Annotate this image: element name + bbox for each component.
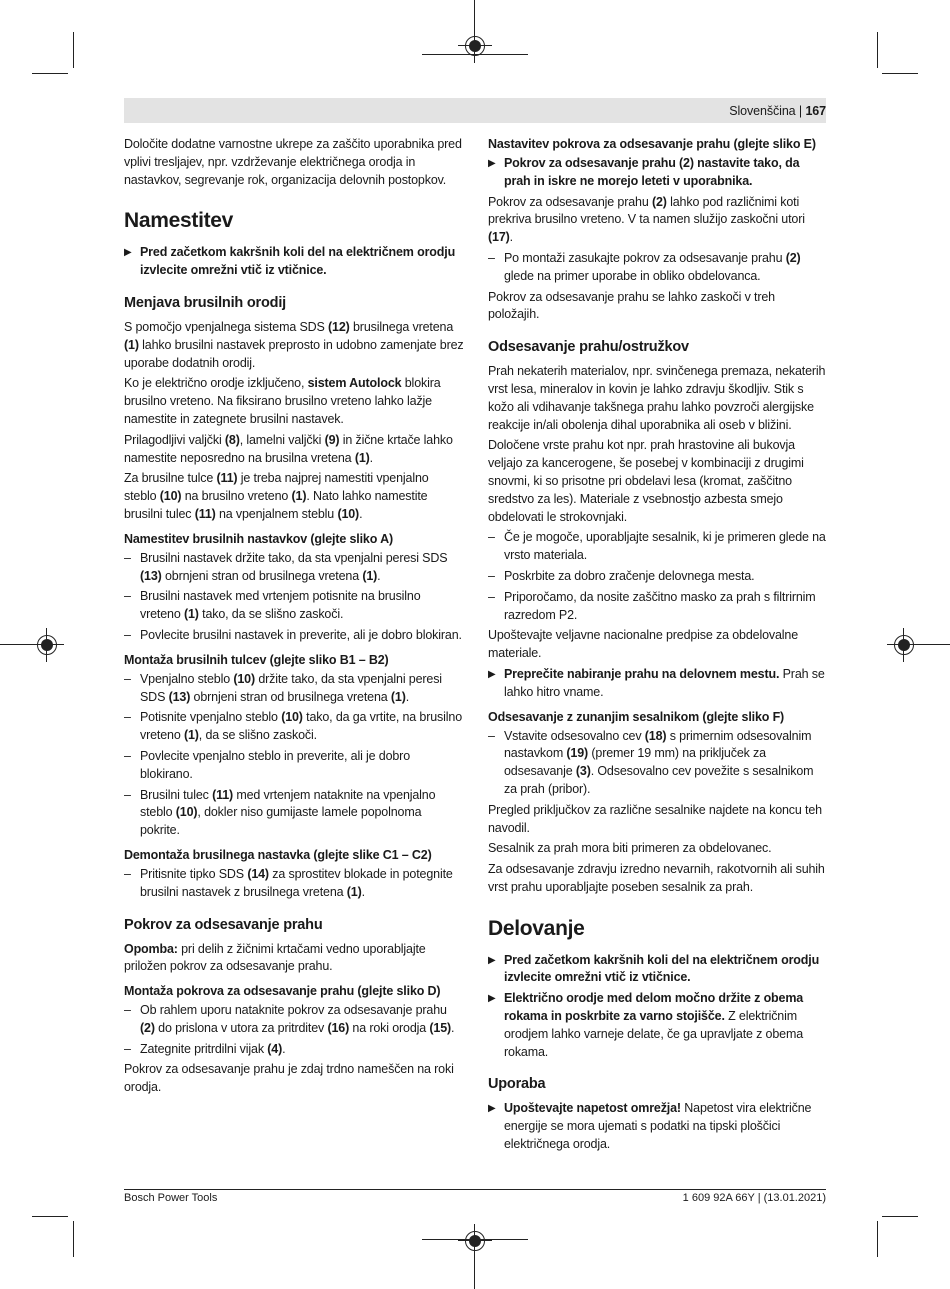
paragraph: Določene vrste prahu kot npr. prah hrastovine ali bukovja veljajo za kancerogene, še posebej v kombinaciji z drugimi snovmi, ki so prisotne pri obdelavi lesa (kromat, zaščitno sredstvo za les). Materiale z vsebnostjo azbesta smejo obdelovati le strokovnjaki. xyxy=(488,438,804,524)
crop-mark xyxy=(73,1221,74,1257)
crop-mark xyxy=(474,1255,475,1289)
arrow-right-icon: ▶ xyxy=(124,247,132,259)
section-heading-delovanje: Delovanje xyxy=(488,916,585,940)
paragraph: Za brusilne tulce (11) je treba najprej namestiti vpenjalno steblo (10) na brusilno vreteno (1). Nato lahko namestite brusilni tulec (11) na vpenjalnem steblu (10). xyxy=(124,471,429,521)
warning-item: ▶ Električno orodje med delom močno držite z obema rokama in poskrbite za varno stojišče. Z električnim orodjem lahko varneje delate, če ga upravljate z obema rokama. xyxy=(488,991,804,1059)
arrow-right-icon: ▶ xyxy=(488,993,496,1005)
registration-mark-icon xyxy=(894,635,914,655)
warning-item: ▶ Upoštevajte napetost omrežja! Napetost vira električne energije se mora ujemati s podatki na tipski ploščici električnega orodja. xyxy=(488,1101,812,1152)
procedure-heading: Montaža pokrova za odsesavanje prahu (glejte sliko D) xyxy=(124,984,441,999)
paragraph: Za odsesavanje zdravju izredno nevarnih, rakotvornih ali suhih vrst prahu uporabljajte poseben sesalnik za prah. xyxy=(488,862,825,894)
crop-mark xyxy=(877,32,878,68)
arrow-right-icon: ▶ xyxy=(488,158,496,169)
paragraph: Pokrov za odsesavanje prahu je zdaj trdno nameščen na roki orodja. xyxy=(124,1062,454,1095)
registration-mark-icon xyxy=(465,1231,485,1251)
procedure-heading: Montaža brusilnih tulcev (glejte sliko B1 – B2) xyxy=(124,652,389,667)
arrow-right-icon: ▶ xyxy=(488,1103,496,1115)
list-item: – Ob rahlem uporu nataknite pokrov za odsesavanje prahu (2) do prislona v utora za pritrditev (16) na roki orodja (15). xyxy=(124,1003,455,1035)
paragraph: Prah nekaterih materialov, npr. svinčenega premaza, nekaterih vrst lesa, mineralov in kovin je lahko zdravju škodljiv. Stik s kožo ali vdihavanje takšnega prahu lahko povzroči alergijske reakcije in/ali obolenja dihal uporabnika ali oseb v bližini. xyxy=(488,364,826,432)
registration-mark-icon xyxy=(37,635,57,655)
procedure-heading: Nastavitev pokrova za odsesavanje prahu (glejte sliko E) xyxy=(488,137,816,151)
paragraph: Ko je električno orodje izključeno, sistem Autolock blokira brusilno vreteno. Na fiksirano brusilno vreteno lahko lažje namestite in zategnete brusilni nastavek. xyxy=(124,376,441,426)
list-item: – Brusilni nastavek med vrtenjem potisnite na brusilno vreteno (1) tako, da se slišno zaskoči. xyxy=(124,589,421,622)
list-item: – Povlecite vpenjalno steblo in preverite, ali je dobro blokirano. xyxy=(124,748,410,781)
subsection-heading-pokrov: Pokrov za odsesavanje prahu xyxy=(124,916,323,933)
list-item: – Povlecite brusilni nastavek in preverite, ali je dobro blokiran. xyxy=(124,627,462,642)
footer-brand: Bosch Power Tools xyxy=(124,1192,218,1204)
paragraph: Upoštevajte veljavne nacionalne predpise za obdelovalne materiale. xyxy=(488,628,799,661)
list-item: – Brusilni tulec (11) med vrtenjem nataknite na vpenjalno steblo (10), dokler niso gumijaste lamele popolnoma pokrite. xyxy=(124,787,436,838)
procedure-heading: Demontaža brusilnega nastavka (glejte slike C1 – C2) xyxy=(124,847,432,862)
crop-mark xyxy=(32,1216,68,1217)
crop-mark xyxy=(920,644,950,645)
warning-item: ▶ Pred začetkom kakršnih koli del na električnem orodju izvlecite omrežni vtič iz vtičnice. xyxy=(488,952,820,985)
footer-rule xyxy=(124,1189,826,1190)
footer-doc-code: 1 609 92A 66Y | (13.01.2021) xyxy=(682,1192,826,1204)
crop-mark xyxy=(882,1216,918,1217)
list-item: – Vpenjalno steblo (10) držite tako, da sta vpenjalni peresi SDS (13) obrnjeni stran od brusilnega vretena (1). xyxy=(124,671,442,704)
paragraph: Pregled priključkov za različne sesalnike najdete na koncu teh navodil. xyxy=(488,802,822,835)
crop-mark xyxy=(32,73,68,74)
crop-mark xyxy=(882,73,918,74)
intro-paragraph: Določite dodatne varnostne ukrepe za zaščito uporabnika pred vplivi tresljajev, npr. vzdrževanje električnega orodja in nastavkov, segrevanje rok, organizacija delovnih postopkov. xyxy=(124,137,462,187)
list-item: – Brusilni nastavek držite tako, da sta vpenjalni peresi SDS (13) obrnjeni stran od brusilnega vretena (1). xyxy=(124,550,448,583)
warning-item: ▶ Pokrov za odsesavanje prahu (2) nastavite tako, da prah in iskre ne morejo leteti v uporabnika. xyxy=(488,156,800,188)
list-item: – Po montaži zasukajte pokrov za odsesavanje prahu (2) glede na primer uporabe in obliko obdelovanca. xyxy=(488,250,801,283)
paragraph: Sesalnik za prah mora biti primeren za obdelovanec. xyxy=(488,841,772,856)
registration-mark-icon xyxy=(465,36,485,56)
subsection-heading-odsesavanje: Odsesavanje prahu/ostružkov xyxy=(488,339,689,356)
warning-item: ▶ Preprečite nabiranje prahu na delovnem mestu. Prah se lahko hitro vname. xyxy=(488,666,825,699)
list-item: – Potisnite vpenjalno steblo (10) tako, da ga vrtite, na brusilno vreteno (1), da se slišno zaskoči. xyxy=(124,710,463,743)
paragraph: Prilagodljivi valjčki (8), lamelni valjčki (9) in žične krtače lahko namestite neposredno na brusilna vretena (1). xyxy=(124,432,453,465)
list-item: – Poskrbite za dobro zračenje delovnega mesta. xyxy=(488,568,755,583)
header-language: Slovenščina xyxy=(729,104,796,118)
header-bar xyxy=(124,98,826,123)
procedure-heading: Namestitev brusilnih nastavkov (glejte sliko A) xyxy=(124,531,393,546)
list-item: – Pritisnite tipko SDS (14) za sprostitev blokade in potegnite brusilni nastavek z brusilnega vretena (1). xyxy=(124,866,453,899)
crop-mark xyxy=(877,1221,878,1257)
left-column xyxy=(124,136,464,1100)
procedure-heading: Odsesavanje z zunanjim sesalnikom (glejte sliko F) xyxy=(488,709,785,724)
arrow-right-icon: ▶ xyxy=(488,954,496,966)
list-item: – Priporočamo, da nosite zaščitno masko za prah s filtrirnim razredom P2. xyxy=(488,589,816,622)
page-header: Slovenščina | 167 xyxy=(729,104,826,118)
warning-item: ▶ Pred začetkom kakršnih koli del na električnem orodju izvlecite omrežni vtič iz vtičnice. xyxy=(124,245,456,278)
list-item: – Vstavite odsesovalno cev (18) s primernim odsesovalnim nastavkom (19) (premer 19 mm) na priključek za odsesavanje (3). Odsesovalno cev povežite s sesalnikom za prah (pribor). xyxy=(488,728,814,796)
subsection-heading-uporaba: Uporaba xyxy=(488,1076,546,1093)
page-number: 167 xyxy=(805,104,826,118)
note-paragraph: Opomba: pri delih z žičnimi krtačami vedno uporabljajte priložen pokrov za odsesavanje prahu. xyxy=(124,941,426,974)
paragraph: Pokrov za odsesavanje prahu se lahko zaskoči v treh položajih. xyxy=(488,289,775,322)
crop-mark xyxy=(0,644,30,645)
paragraph: Pokrov za odsesavanje prahu (2) lahko pod različnimi koti prekriva brusilno vreteno. V ta namen služijo zaskočni utori (17). xyxy=(488,194,805,245)
section-heading-namestitev: Namestitev xyxy=(124,209,234,233)
subsection-heading-menjava: Menjava brusilnih orodij xyxy=(124,294,286,311)
right-column xyxy=(488,136,828,1157)
crop-mark xyxy=(73,32,74,68)
arrow-right-icon: ▶ xyxy=(488,668,496,680)
list-item: – Zategnite pritrdilni vijak (4). xyxy=(124,1041,286,1056)
list-item: – Če je mogoče, uporabljajte sesalnik, ki je primeren glede na vrsto materiala. xyxy=(488,530,826,563)
paragraph: S pomočjo vpenjalnega sistema SDS (12) brusilnega vretena (1) lahko brusilni nastavek preprosto in udobno zamenjate brez uporabe dodatnih orodij. xyxy=(124,319,464,370)
